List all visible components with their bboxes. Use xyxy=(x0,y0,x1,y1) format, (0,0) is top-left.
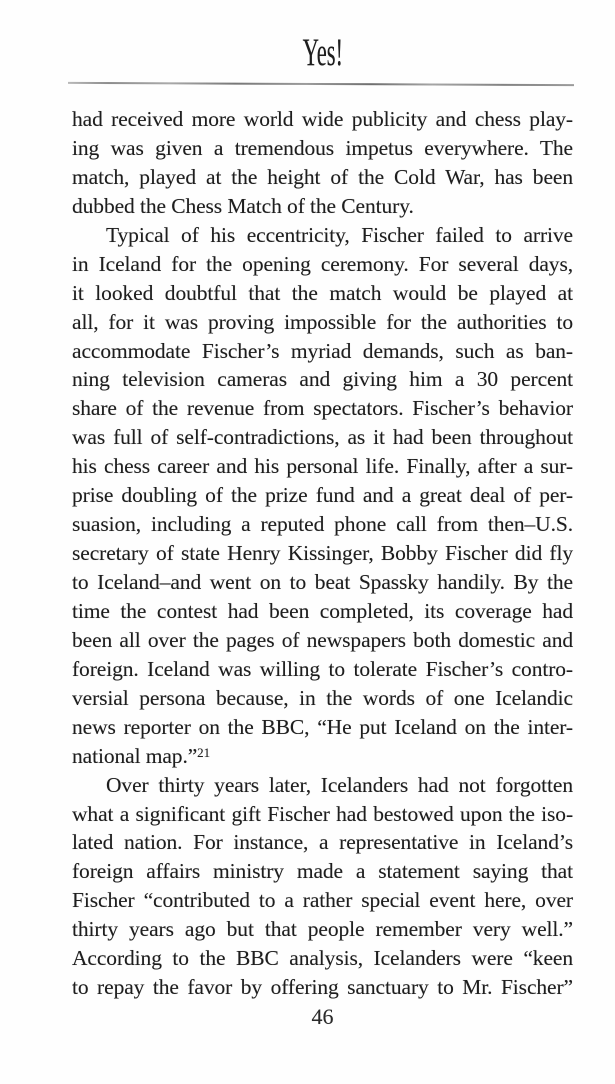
text-line: it looked doubtful that the match would be played at xyxy=(72,280,573,305)
text-line: prise doubling of the prize fund and a great deal of per- xyxy=(72,483,573,508)
paragraph xyxy=(72,771,573,1003)
text-line: Over thirty years later, Icelanders had not forgotten xyxy=(106,772,573,797)
text-line: suasion, including a reputed phone call from then–U.S. xyxy=(72,512,573,537)
text-line: thirty years ago but that people remember very well.” xyxy=(72,917,573,942)
text-line: versial persona because, in the words of one Icelandic xyxy=(72,685,573,710)
text-line: in Iceland for the opening ceremony. For several days, xyxy=(72,251,573,276)
paragraph xyxy=(72,105,573,221)
text-line: accommodate Fischer’s myriad demands, such as ban- xyxy=(72,338,573,363)
text-line: was full of self-contradictions, as it had been throughout xyxy=(72,425,573,450)
text-line: According to the BBC analysis, Icelanders were “keen xyxy=(72,946,573,971)
text-line: what a significant gift Fischer had bestowed upon the iso- xyxy=(72,801,573,826)
text-line: Typical of his eccentricity, Fischer failed to arrive xyxy=(106,222,573,247)
text-line: had received more world wide publicity and chess play- xyxy=(72,107,573,131)
running-header xyxy=(72,33,573,72)
footnote-reference: 21 xyxy=(197,744,211,760)
text-line: national map.”$^{21}$ xyxy=(72,743,211,768)
text-line: share of the revenue from spectators. Fischer’s behavior xyxy=(72,396,573,421)
text-line: foreign affairs ministry made a statement saying that xyxy=(72,859,573,884)
text-line: foreign. Iceland was willing to tolerate Fischer’s contro- xyxy=(72,656,573,681)
text-line: secretary of state Henry Kissinger, Bobby Fischer did fly xyxy=(72,541,573,566)
page-title: Yes! xyxy=(302,31,343,74)
paragraph xyxy=(72,221,573,771)
text-line: time the contest had been completed, its coverage had xyxy=(72,598,573,623)
text-line: to repay the favor by offering sanctuary to Mr. Fischer” xyxy=(72,975,573,1000)
text-line: all, for it was proving impossible for the authorities to xyxy=(72,309,573,334)
text-line: been all over the pages of newspapers both domestic and xyxy=(72,627,573,652)
body-text xyxy=(72,105,573,1002)
text-line: lated nation. For instance, a representative in Iceland’s xyxy=(72,830,573,855)
text-line: match, played at the height of the Cold War, has been xyxy=(72,164,573,189)
text-line: ning television cameras and giving him a 30 percent xyxy=(72,367,573,392)
page-number: 46 xyxy=(311,1004,334,1029)
text-line: to Iceland–and went on to beat Spassky handily. By the xyxy=(72,570,573,594)
header-rule xyxy=(68,82,574,86)
text-line: dubbed the Chess Match of the Century. xyxy=(72,193,414,218)
text-line: news reporter on the BBC, “He put Iceland on the inter- xyxy=(72,714,573,739)
text-line: Fischer “contributed to a rather special event here, over xyxy=(72,888,573,913)
text-line: his chess career and his personal life. Finally, after a sur- xyxy=(72,454,573,479)
text-line: ing was given a tremendous impetus everywhere. The xyxy=(72,135,573,160)
